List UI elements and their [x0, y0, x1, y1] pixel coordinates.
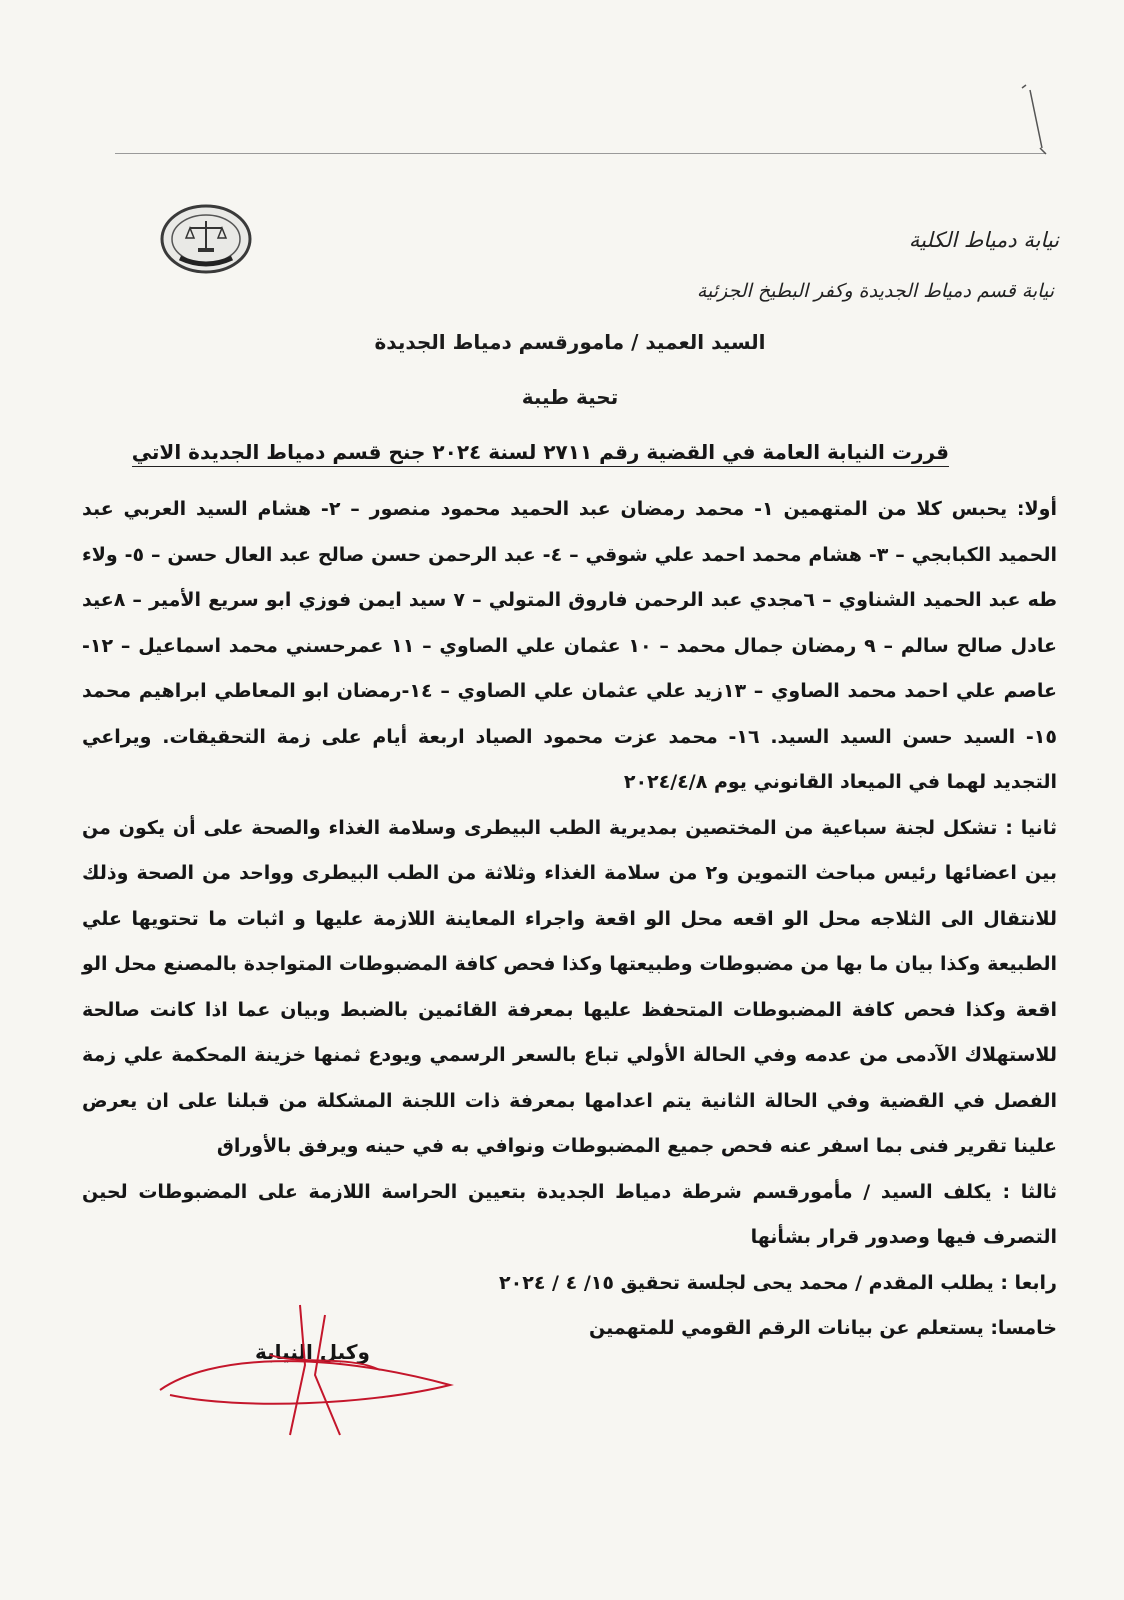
prosecution-seal-icon [160, 204, 252, 274]
paragraph-fourth: رابعا : يطلب المقدم / محمد يحى لجلسة تحقيق ١٥/ ٤ / ٢٠٢٤ [499, 1271, 1057, 1294]
letter-addressee: السيد العميد / مامورقسم دمياط الجديدة [374, 330, 766, 354]
paragraph-second: ثانيا : تشكل لجنة سباعية من المختصين بمديرية الطب البيطرى وسلامة الغذاء والصحة على أن يكون من بين اعضائها رئيس مباحث التموين و٢ من سلامة الغذاء وثلاثة من الطب البيطرى وواحد من الصحة وذلك للانتقال الى الثلاجه محل الو اقعه محل الو اقعة واجراء المعاينة اللازمة عليها و اثبات ما تحتويها علي الطبيعة وكذا بيان ما بها من مضبوطات وطبيعتها وكذا فحص كافة المضبوطات المتواجدة بالمصنع محل الو اقعة وكذا فحص كافة المضبوطات المتحفظ عليها بمعرفة القائمين بالضبط وبيان عما اذا كانت صالحة للاستهلاك الآدمى من عدمه وفي الحالة الأولي تباع بالسعر الرسمي ويودع ثمنها خزينة المحكمة علي زمة الفصل في القضية وفي الحالة الثانية يتم اعدامها بمعرفة ذات اللجنة المشكلة من قبلنا على ان يعرض علينا تقرير فنى بما اسفر عنه فحص جميع المضبوطات ونوافي به في حينه ويرفق بالأوراق [82, 816, 1057, 1157]
decision-body [82, 487, 1057, 1352]
corner-stroke-mark [1020, 80, 1050, 160]
top-divider-line [115, 153, 1045, 154]
paragraph-third: ثالثا : يكلف السيد / مأمورقسم شرطة دمياط الجديدة بتعيين الحراسة اللازمة على المضبوطات لحين التصرف فيها وصدور قرار بشأنها [82, 1180, 1057, 1248]
paragraph-fifth: خامسا: يستعلم عن بيانات الرقم القومي للمتهمين [589, 1317, 1057, 1339]
paragraph-first: أولا: يحبس كلا من المتهمين ١- محمد رمضان عبد الحميد محمود منصور – ٢- هشام السيد العربي عبد الحميد الكبابجي – ٣- هشام محمد احمد علي شوقي – ٤- عبد الرحمن حسن صالح عبد العال حسن – ٥- ولاء طه عبد الحميد الشناوي – ٦مجدي عبد الرحمن فاروق المتولي – ٧ سيد ايمن فوزي ابو سريع الأمير – ٨عيد عادل صالح سالم – ٩ رمضان جمال محمد – ١٠ عثمان علي الصاوي – ١١ عمرحسني محمد اسماعيل – ١٢- عاصم علي احمد محمد الصاوي – ١٣زيد علي عثمان علي الصاوي – ١٤-رمضان ابو المعاطي ابراهيم محمد ١٥- السيد حسن السيد السيد. ١٦- محمد عزت محمود الصياد اربعة أيام على زمة التحقيقات. ويراعي التجديد لهما في الميعاد القانوني يوم ٢٠٢٤/٤/٨ [82, 498, 1058, 793]
decision-title: قررت النيابة العامة في القضية رقم ٢٧١١ لسنة ٢٠٢٤ جنح قسم دمياط الجديدة الاتي [132, 440, 949, 467]
header-sub-office: نيابة قسم دمياط الجديدة وكفر البطيخ الجزئية [696, 280, 1054, 302]
header-prosecution-office: نيابة دمياط الكلية [908, 228, 1059, 252]
handwritten-signature [150, 1295, 460, 1445]
signature-label: وكيل النيابة [255, 1340, 370, 1364]
letter-greeting: تحية طيبة [521, 385, 619, 409]
